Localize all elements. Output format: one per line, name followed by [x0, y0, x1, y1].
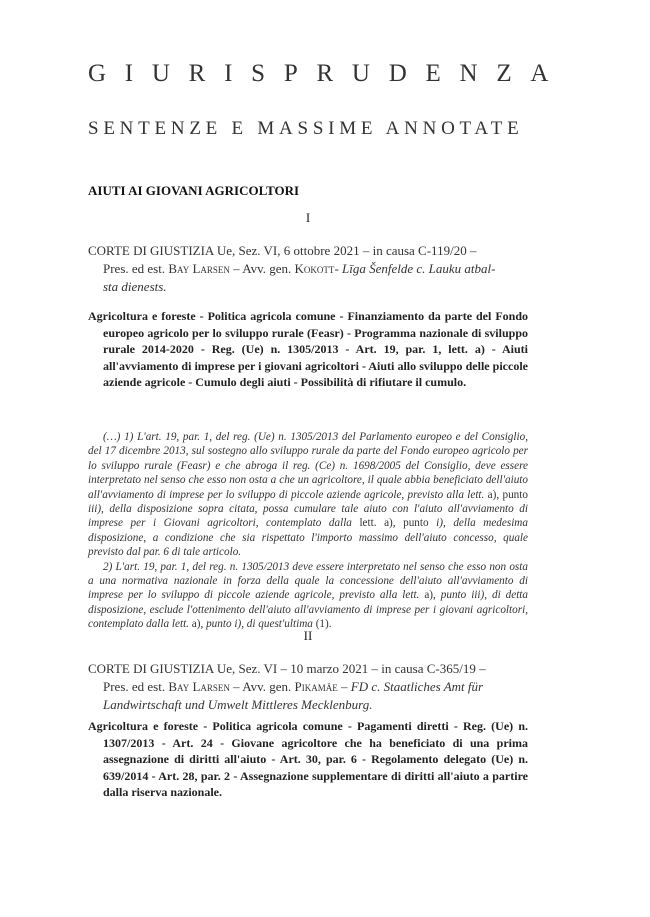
case-2-president-name: Bay Larsen — [168, 679, 230, 694]
case-numeral-1: I — [305, 210, 311, 225]
case-1-body — [88, 430, 528, 632]
case-2-court-line-2 — [88, 678, 528, 696]
case-1-court-line-2 — [88, 260, 528, 278]
case-2-headnote: Agricoltura e foreste - Politica agricola comune - Pagamenti diretti - Reg. (Ue) n. 1307/2013 - Art. 24 - Giovane agricoltore che ha beneficiato di una prima assegnazione di diritti all'aiuto - Art. 30, par. 6 - Regolamento delegato (Ue) n. 639/2014 - Art. 28, par. 2 - Assegnazione supplementare di diritti all'aiuto a partire dalla riserva nazionale. — [88, 719, 528, 800]
case-1-court-line-1: CORTE DI GIUSTIZIA Ue, Sez. VI, 6 ottobre 2021 – in causa C-119/20 – — [88, 243, 477, 258]
case-2-advocate-label: – Avv. gen. — [229, 679, 295, 694]
case-1-headnote: Agricoltura e foreste - Politica agricola comune - Finanziamento da parte del Fondo europeo agricolo per lo sviluppo rurale (Feasr) - Programma nazionale di sviluppo rurale 2014-2020 - Reg. (Ue) n. 1305/2013 - Art. 19, par. 1, lett. a) - Aiuti all'avviamento di imprese per i giovani agricoltori - Aiuti allo sviluppo delle piccole aziende agricole - Cumulo degli aiuti - Possibilità di rifiutare il cumulo. — [88, 309, 528, 390]
case-numeral-2: II — [303, 628, 313, 643]
case-2-president-label: Pres. ed est. — [103, 679, 169, 694]
section-title: AIUTI AI GIOVANI AGRICOLTORI — [88, 183, 300, 198]
case-2-advocate-name: Pikamäe — [294, 679, 338, 694]
journal-subheading: SENTENZE E MASSIME ANNOTATE — [88, 118, 524, 139]
case-1-paragraph-1: (…) 1) L'art. 19, par. 1, del reg. (Ue) n. 1305/2013 del Parlamento europeo e del Consiglio, del 17 dicembre 2013, sul sostegno allo sviluppo rurale da parte del Fondo europeo agricolo per lo sviluppo rurale (Feasr) e che abroga il reg. (Ce) n. 1698/2005 del Consiglio, deve essere interpretato nel senso che esso non osta a che un agricoltore, il quale abbia beneficiato dell'aiuto all'avviamento di imprese per lo sviluppo di piccole aziende agricole, previsto alla lett. a), punto iii), della disposizione sopra citata, possa cumulare tale aiuto con l'aiuto all'avviamento di imprese per i Giovani agricoltori, contemplato dalla lett. a), punto i), della medesima disposizione, a condizione che sia rispettato l'importo massimo dell'aiuto concesso, quale previsto dal par. 6 di tale articolo. — [88, 431, 528, 559]
case-2-court-reference — [88, 660, 528, 714]
case-1-advocate-label: – Avv. gen. — [229, 261, 295, 276]
journal-heading: GIURISPRUDENZA — [88, 60, 568, 87]
case-2-parties: – FD c. Staatliches Amt für — [337, 679, 484, 694]
case-1-president-label: Pres. ed est. — [103, 261, 169, 276]
case-1-court-line-3: sta dienests. — [103, 279, 167, 294]
case-1-advocate-name: Kokott — [294, 261, 335, 276]
case-1-court-reference — [88, 242, 528, 296]
case-2-court-line-1: CORTE DI GIUSTIZIA Ue, Sez. VI – 10 marzo 2021 – in causa C-365/19 – — [88, 661, 486, 676]
case-2-court-line-3: Landwirtschaft und Umwelt Mittleres Mecklenburg. — [103, 697, 373, 712]
case-1-parties: - Līga Šenfelde c. Lauku atbal- — [334, 261, 496, 276]
case-1-president-name: Bay Larsen — [168, 261, 230, 276]
case-1-paragraph-2: 2) L'art. 19, par. 1, del reg. n. 1305/2013 deve essere interpretato nel senso che esso non osta a una normativa nazionale in forza della quale la concessione dell'aiuto all'avviamento di imprese per lo sviluppo di piccole aziende agricole, previsto alla lett. a), punto iii), di detta disposizione, esclude l'ottenimento dell'aiuto all'avviamento di imprese per i giovani agricoltori, contemplato dalla lett. a), punto i), di quest'ultima (1). — [88, 560, 528, 631]
